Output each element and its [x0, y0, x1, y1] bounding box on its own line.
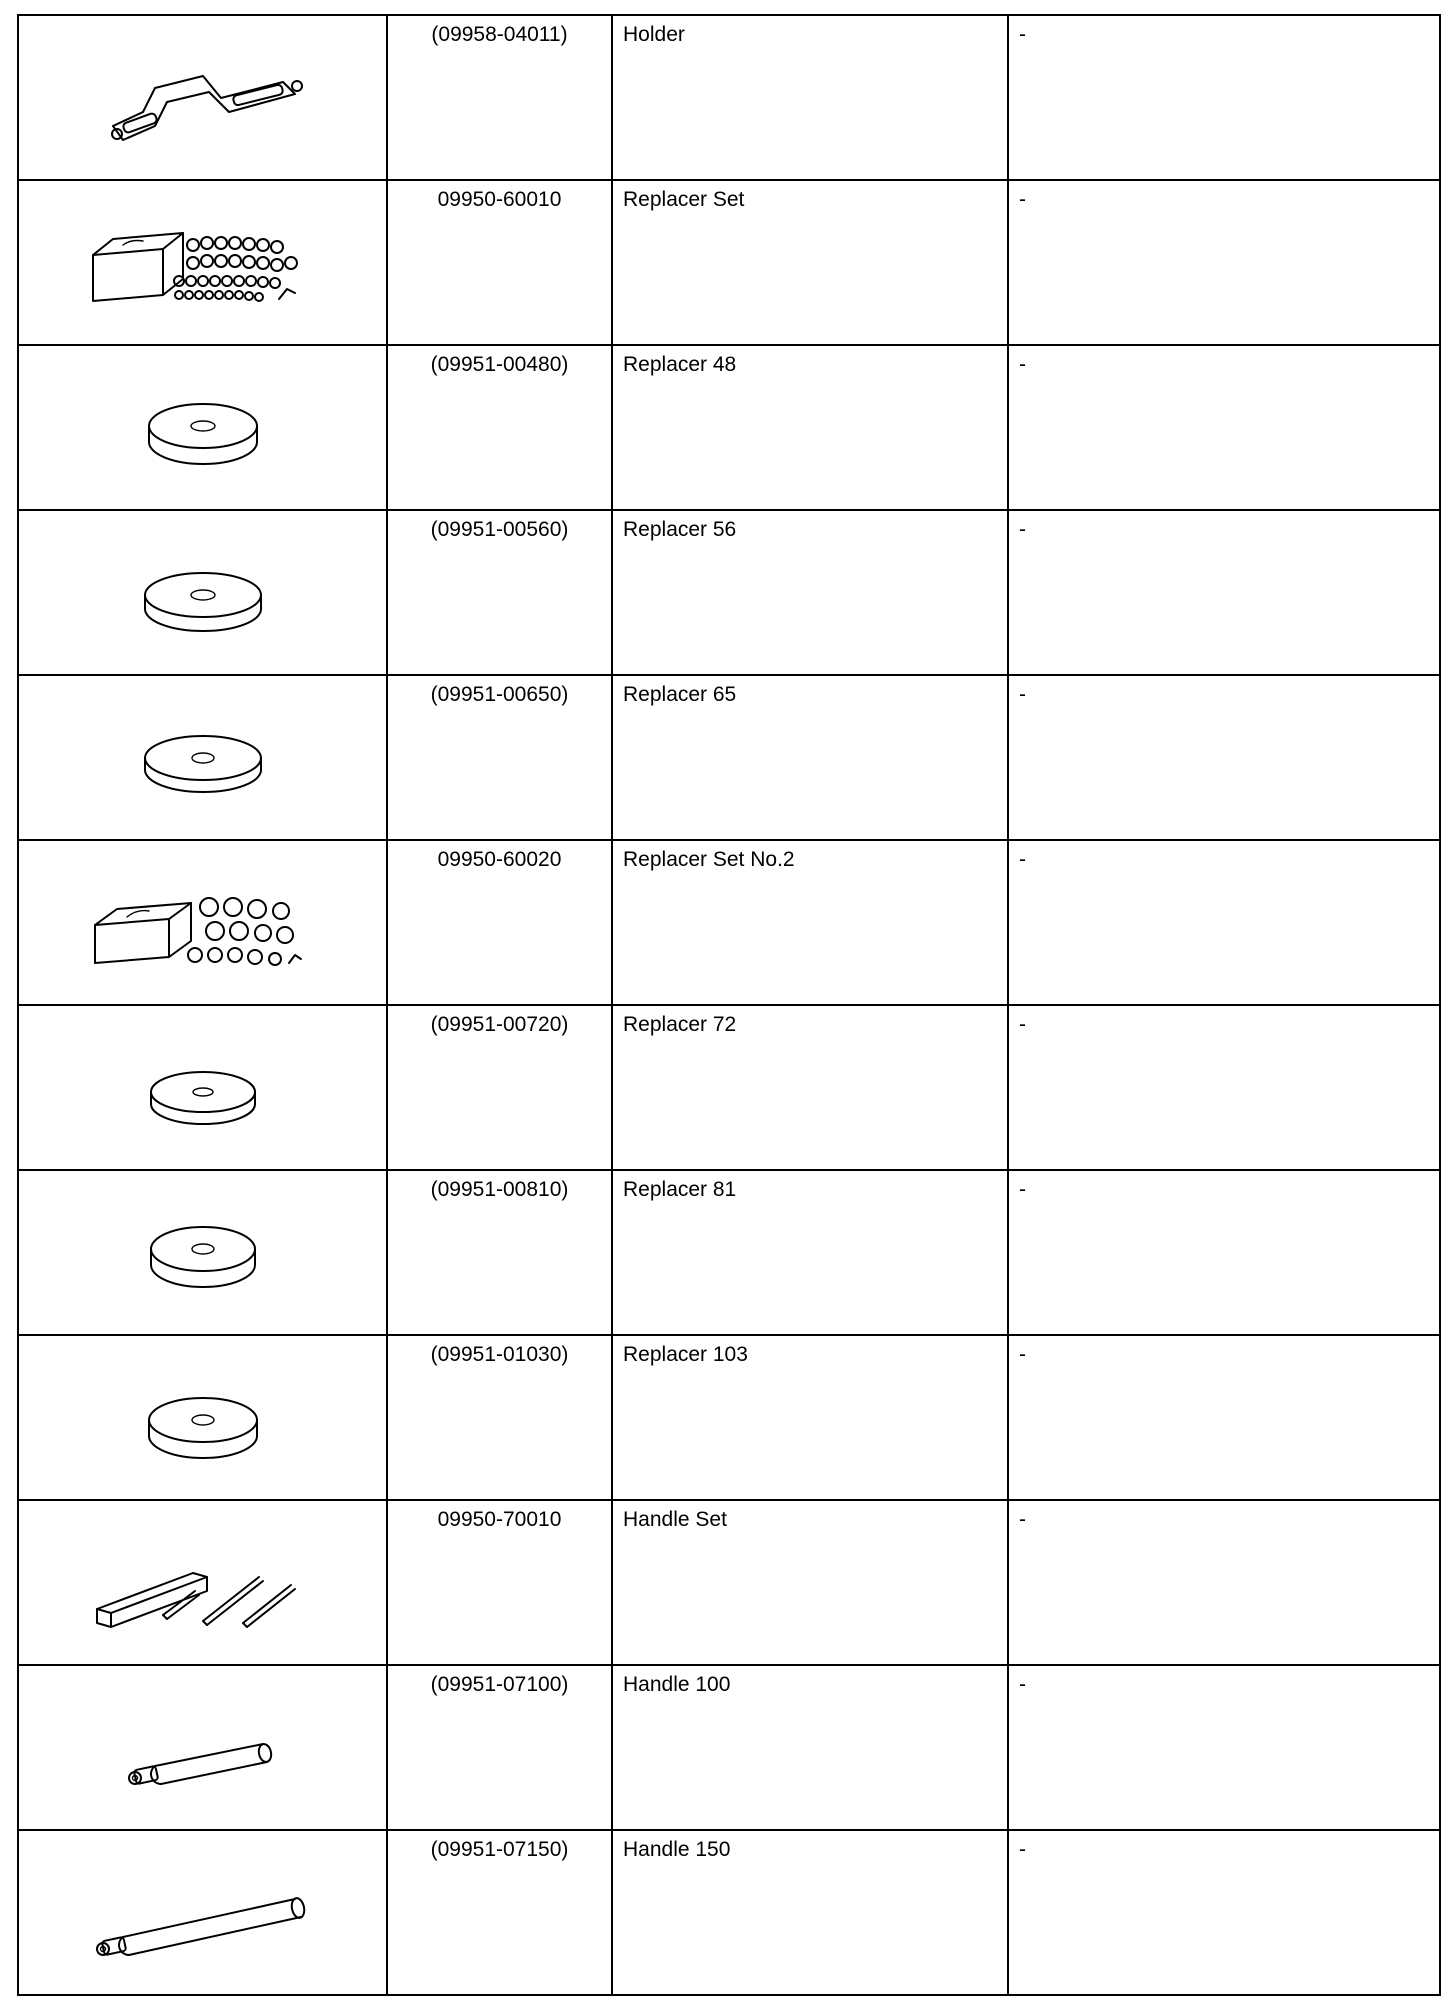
- tool-note: -: [1008, 345, 1440, 510]
- table-row: [18, 1335, 1440, 1500]
- tool-note: -: [1008, 675, 1440, 840]
- part-number: (09951-07100): [387, 1665, 612, 1830]
- table-row: [18, 1500, 1440, 1665]
- tool-name: Replacer Set: [612, 180, 1008, 345]
- illustration-cell: [18, 1830, 387, 1995]
- part-number: 09950-70010: [387, 1500, 612, 1665]
- tool-name: Handle 100: [612, 1665, 1008, 1830]
- part-number: (09951-00720): [387, 1005, 612, 1170]
- table-row: [18, 15, 1440, 180]
- tool-note: -: [1008, 1500, 1440, 1665]
- replacer-set-icon: [83, 203, 323, 323]
- part-number: (09951-00810): [387, 1170, 612, 1335]
- table-row: [18, 840, 1440, 1005]
- table-row: [18, 1005, 1440, 1170]
- part-number: (09951-01030): [387, 1335, 612, 1500]
- part-number: (09951-00560): [387, 510, 612, 675]
- replacer-disc-icon: [83, 533, 323, 653]
- replacer-disc-icon: [83, 1193, 323, 1313]
- illustration-cell: [18, 345, 387, 510]
- tool-name: Replacer 65: [612, 675, 1008, 840]
- illustration-cell: [18, 1335, 387, 1500]
- illustration-cell: [18, 1170, 387, 1335]
- replacer-set-icon: [83, 863, 323, 983]
- part-number: 09950-60020: [387, 840, 612, 1005]
- tool-name: Replacer 103: [612, 1335, 1008, 1500]
- tool-note: -: [1008, 1170, 1440, 1335]
- table-row: [18, 1170, 1440, 1335]
- replacer-disc-icon: [83, 1358, 323, 1478]
- tool-note: -: [1008, 180, 1440, 345]
- tool-note: -: [1008, 840, 1440, 1005]
- illustration-cell: [18, 1665, 387, 1830]
- tool-name: Replacer Set No.2: [612, 840, 1008, 1005]
- tool-name: Replacer 72: [612, 1005, 1008, 1170]
- illustration-cell: [18, 180, 387, 345]
- tool-note: -: [1008, 15, 1440, 180]
- part-number: (09958-04011): [387, 15, 612, 180]
- illustration-cell: [18, 510, 387, 675]
- tool-note: -: [1008, 1665, 1440, 1830]
- handle-icon: [83, 1853, 323, 1973]
- replacer-disc-icon: [83, 698, 323, 818]
- tool-note: -: [1008, 1830, 1440, 1995]
- table-row: [18, 1665, 1440, 1830]
- handle-set-icon: [83, 1523, 323, 1643]
- illustration-cell: [18, 15, 387, 180]
- replacer-disc-icon: [83, 1028, 323, 1148]
- table-row: [18, 180, 1440, 345]
- part-number: (09951-07150): [387, 1830, 612, 1995]
- part-number: 09950-60010: [387, 180, 612, 345]
- tool-name: Replacer 81: [612, 1170, 1008, 1335]
- illustration-cell: [18, 840, 387, 1005]
- illustration-cell: [18, 675, 387, 840]
- tool-name: Handle Set: [612, 1500, 1008, 1665]
- replacer-disc-icon: [83, 368, 323, 488]
- special-service-tools-table: [17, 14, 1441, 1996]
- tool-note: -: [1008, 1005, 1440, 1170]
- part-number: (09951-00650): [387, 675, 612, 840]
- tool-name: Replacer 56: [612, 510, 1008, 675]
- holder-icon: [83, 38, 323, 158]
- table-row: [18, 345, 1440, 510]
- illustration-cell: [18, 1500, 387, 1665]
- part-number: (09951-00480): [387, 345, 612, 510]
- table-row: [18, 1830, 1440, 1995]
- table-row: [18, 510, 1440, 675]
- tool-name: Handle 150: [612, 1830, 1008, 1995]
- illustration-cell: [18, 1005, 387, 1170]
- tool-name: Replacer 48: [612, 345, 1008, 510]
- handle-icon: [83, 1688, 323, 1808]
- tool-note: -: [1008, 1335, 1440, 1500]
- tool-name: Holder: [612, 15, 1008, 180]
- table-row: [18, 675, 1440, 840]
- tool-note: -: [1008, 510, 1440, 675]
